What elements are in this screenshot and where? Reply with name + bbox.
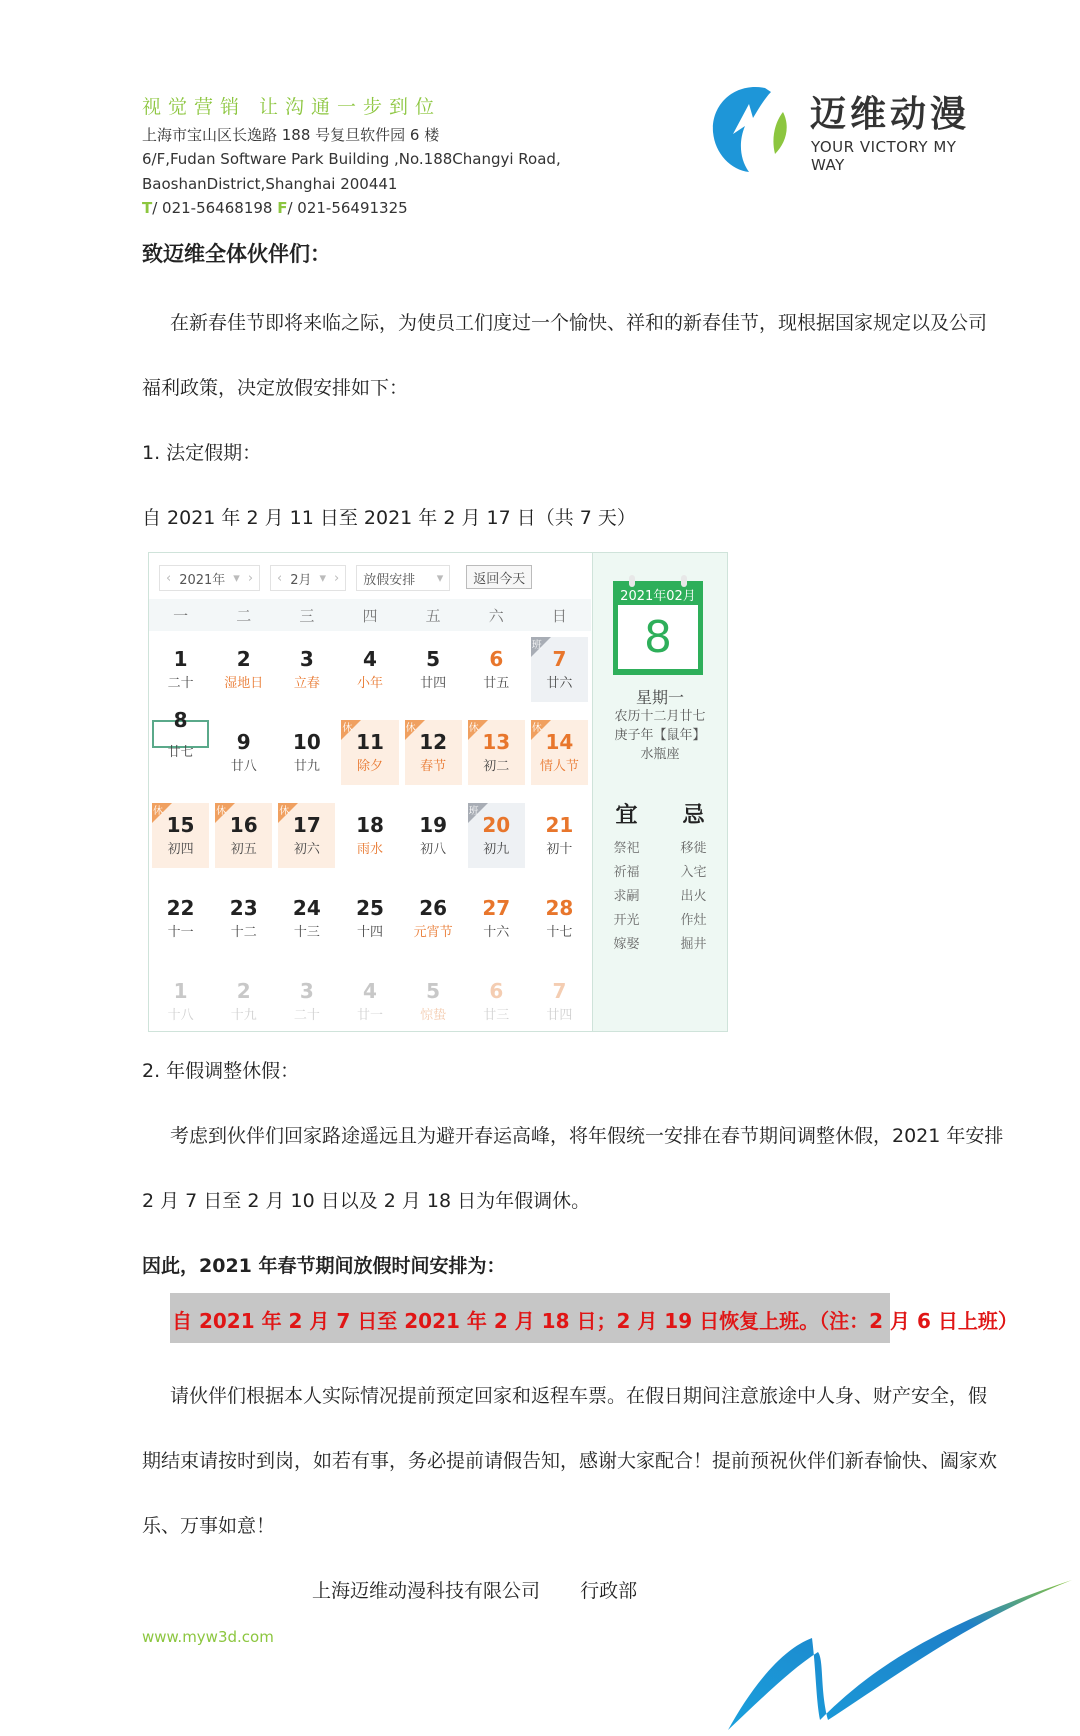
dropdown-caret-icon: ▾ [319, 570, 327, 586]
day-number: 2 [236, 647, 251, 671]
weekday-label: 星期一 [635, 688, 684, 707]
calendar-day-cell[interactable] [405, 720, 462, 785]
lunar-label: 廿一 [356, 1008, 383, 1023]
lunar-label: 二十 [167, 676, 194, 691]
summary-highlight-text: 自 2021 年 2 月 7 日至 2021 年 2 月 18 日；2 月 19 日恢复上班。（注：2 月 6 日上班） [172, 1309, 1018, 1333]
lunar-label: 廿八 [230, 759, 257, 774]
day-number: 9 [236, 730, 251, 754]
lunar-label: 立春 [293, 676, 320, 691]
day-number: 10 [292, 730, 321, 754]
calendar-day-cell[interactable] [468, 637, 525, 702]
calendar-day-cell[interactable] [215, 803, 272, 868]
company-logo [705, 82, 995, 174]
back-to-today-button[interactable]: 返回今天 [466, 565, 532, 589]
section2-line1: 考虑到伙伴们回家路途遥远且为避开春运高峰，将年假统一安排在春节期间调整休假，2021 年安排 [170, 1125, 1004, 1147]
weekday-header [149, 599, 591, 631]
day-number: 13 [482, 730, 511, 754]
calendar-day-cell[interactable] [341, 637, 398, 702]
day-number: 8 [173, 707, 188, 732]
day-tag-label: 休 [468, 723, 479, 734]
calendar-day-cell[interactable] [405, 886, 462, 951]
next-month-icon[interactable]: › [334, 570, 340, 586]
calendar-day-cell[interactable] [278, 803, 335, 868]
lunar-label: 廿九 [293, 759, 320, 774]
summary-title: 因此，2021 年春节期间放假时间安排为： [142, 1255, 506, 1277]
website-link[interactable]: www.myw3d.com [142, 1628, 274, 1646]
day-number: 18 [356, 813, 384, 837]
letter-greeting: 致迈维全体伙伴们： [142, 242, 331, 266]
fax-label: F [277, 199, 288, 217]
address-cn: 上海市宝山区长逸路 188 号复旦软件园 6 楼 [142, 126, 440, 144]
lunar-label: 十九 [230, 1008, 257, 1023]
yi-column [613, 798, 639, 957]
day-number: 19 [419, 813, 448, 837]
calendar-day-cell[interactable] [152, 969, 209, 1034]
signature-company: 上海迈维动漫科技有限公司 [312, 1580, 541, 1602]
day-detail-panel [592, 553, 727, 1031]
lunar-label: 湿地日 [224, 676, 264, 691]
address-en-line2: BaoshanDistrict,Shanghai 200441 [142, 175, 398, 193]
day-number: 3 [299, 979, 314, 1003]
day-number: 15 [166, 813, 195, 837]
day-tag-label: 休 [342, 723, 353, 734]
section1-title: 1. 法定假期： [142, 442, 262, 464]
lunar-label: 十七 [546, 925, 573, 940]
date-pad [613, 581, 703, 675]
ji-item: 掘井 [680, 937, 707, 952]
calendar-day-cell[interactable] [531, 803, 588, 868]
day-number: 1 [173, 979, 188, 1003]
calendar-day-cell[interactable] [278, 720, 335, 785]
calendar-day-cell[interactable] [341, 803, 398, 868]
lunar-label: 惊蛰 [420, 1008, 447, 1023]
day-number: 11 [356, 730, 384, 754]
lunar-label: 初二 [483, 759, 510, 774]
lunar-label: 十二 [230, 925, 257, 940]
intro-line2: 福利政策，决定放假安排如下： [142, 377, 409, 399]
day-number: 22 [166, 896, 195, 920]
logo-tagline: YOUR VICTORY MY WAY [811, 138, 957, 174]
ji-item: 作灶 [680, 913, 707, 928]
dropdown-caret-icon: ▾ [436, 570, 444, 586]
ji-item: 出火 [680, 889, 707, 904]
day-number: 5 [426, 979, 441, 1003]
calendar-day-cell[interactable] [278, 969, 335, 1034]
signature-dept: 行政部 [580, 1580, 638, 1602]
intro-line1: 在新春佳节即将来临之际，为使员工们度过一个愉快、祥和的新春佳节，现根据国家规定以及公司 [170, 312, 988, 334]
day-tag-label: 休 [531, 723, 542, 734]
weekday-label: 五 [425, 606, 441, 625]
yi-item: 祈福 [613, 865, 640, 880]
section2-line2: 2 月 7 日至 2 月 10 日以及 2 月 18 日为年假调休。 [142, 1190, 591, 1212]
calendar-day-cell[interactable] [531, 969, 588, 1034]
day-tag-label: 休 [153, 806, 163, 817]
ji-item: 入宅 [680, 865, 707, 880]
day-number: 25 [356, 896, 384, 920]
pad-month: 2021年02月 [620, 589, 696, 604]
year-selector[interactable] [159, 565, 260, 591]
lunar-label: 廿四 [420, 676, 447, 691]
lunar-label: 二十 [293, 1008, 320, 1023]
lunar-label: 十六 [483, 925, 510, 940]
calendar-day-cell[interactable] [531, 637, 588, 702]
holiday-calendar [148, 552, 728, 1032]
prev-month-icon[interactable]: ‹ [277, 570, 283, 586]
ji-label: 忌 [682, 803, 705, 828]
day-number: 7 [552, 647, 567, 671]
calendar-day-cell[interactable] [405, 969, 462, 1034]
calendar-day-cell[interactable] [468, 886, 525, 951]
yi-label: 宜 [615, 803, 638, 828]
mode-value: 放假安排 [363, 572, 416, 588]
day-number: 5 [426, 647, 441, 671]
day-number: 1 [173, 647, 188, 671]
weekday-label: 一 [173, 606, 189, 625]
closing-line2: 期结束请按时到岗，如若有事，务必提前请假告知，感谢大家配合！提前预祝伙伴们新春愉快、阖家欢 [142, 1450, 998, 1472]
weekday-label: 二 [236, 606, 252, 625]
calendar-day-cell[interactable] [152, 803, 209, 868]
lunar-label: 廿六 [546, 676, 573, 691]
calendar-day-cell[interactable] [152, 707, 209, 760]
yi-item: 开光 [613, 913, 640, 928]
lunar-label: 十四 [356, 925, 383, 940]
day-number: 28 [545, 896, 574, 920]
day-number: 26 [419, 896, 448, 920]
calendar-day-cell[interactable] [341, 969, 398, 1034]
weekday-label: 四 [362, 606, 378, 625]
lunar-label: 廿三 [483, 1008, 510, 1023]
tel-number: / 021-56468198 [152, 199, 278, 217]
day-number: 16 [229, 813, 258, 837]
tel-label: T [142, 199, 153, 217]
calendar-day-cell[interactable] [215, 720, 272, 785]
lunar-label: 十三 [293, 925, 320, 940]
zodiac-sign: 水瓶座 [640, 747, 680, 762]
calendar-day-cell[interactable] [468, 803, 525, 868]
prev-year-icon[interactable]: ‹ [166, 570, 172, 586]
day-number: 23 [229, 896, 258, 920]
calendar-day-cell[interactable] [341, 886, 398, 951]
weekday-label: 六 [488, 606, 504, 625]
day-number: 21 [545, 813, 574, 837]
calendar-day-cell[interactable] [278, 637, 335, 702]
lunar-label: 初八 [420, 842, 447, 857]
calendar-day-cell[interactable] [215, 886, 272, 951]
day-number: 27 [482, 896, 511, 920]
month-value: 2月 [290, 572, 312, 588]
lunar-label: 廿四 [546, 1008, 573, 1023]
day-number: 7 [552, 979, 567, 1003]
calendar-day-cell[interactable] [405, 637, 462, 702]
calendar-day-cell[interactable] [278, 886, 335, 951]
day-number: 6 [489, 979, 504, 1003]
lunar-label: 小年 [356, 676, 383, 691]
calendar-day-cell[interactable] [215, 969, 272, 1034]
yi-item: 祭祀 [613, 841, 640, 856]
day-tag-label: 休 [279, 806, 290, 817]
lunar-label: 除夕 [356, 759, 383, 774]
day-tag-label: 休 [216, 806, 227, 817]
day-number: 14 [545, 730, 574, 754]
calendar-day-cell[interactable] [405, 803, 462, 868]
section1-dates: 自 2021 年 2 月 11 日至 2021 年 2 月 17 日（共 7 天） [142, 507, 636, 529]
logo-text-cn: 迈维动漫 [810, 94, 971, 135]
yi-item: 求嗣 [613, 889, 640, 904]
pad-day: 8 [618, 605, 698, 669]
day-number: 4 [363, 647, 377, 671]
lunar-label: 十一 [167, 925, 194, 940]
day-number: 6 [489, 647, 504, 671]
summary-highlight-band [170, 1293, 1018, 1343]
ji-item: 移徙 [680, 841, 707, 856]
calendar-day-cell[interactable] [341, 720, 398, 785]
calendar-grid [149, 635, 591, 1050]
fax-number: / 021-56491325 [287, 199, 408, 217]
calendar-day-cell[interactable] [531, 720, 588, 785]
day-tag-label: 班 [468, 806, 479, 817]
yi-ji-section [593, 798, 727, 957]
company-slogan: 视觉营销 让沟通一步到位 [142, 96, 442, 118]
calendar-day-cell[interactable] [152, 637, 209, 702]
day-number: 4 [363, 979, 377, 1003]
calendar-day-cell[interactable] [215, 637, 272, 702]
weekday-label: 日 [551, 606, 567, 625]
day-number: 17 [292, 813, 321, 837]
calendar-day-cell[interactable] [468, 720, 525, 785]
dropdown-caret-icon: ▾ [233, 570, 240, 586]
day-info [593, 688, 727, 764]
calendar-day-cell[interactable] [468, 969, 525, 1034]
calendar-toolbar [159, 565, 532, 589]
lunar-date: 农历十二月廿七 [614, 709, 706, 724]
lunar-label: 春节 [420, 759, 447, 774]
day-number: 2 [236, 979, 251, 1003]
day-number: 24 [292, 896, 321, 920]
yi-item: 嫁娶 [613, 937, 640, 952]
closing-line1: 请伙伴们根据本人实际情况提前预定回家和返程车票。在假日期间注意旅途中人身、财产安全，假 [170, 1385, 988, 1407]
section2-title: 2. 年假调整休假： [142, 1060, 300, 1082]
day-number: 20 [482, 813, 511, 837]
mode-selector[interactable] [356, 565, 450, 591]
day-number: 12 [419, 730, 448, 754]
calendar-day-cell[interactable] [531, 886, 588, 951]
lunar-label: 初五 [230, 842, 257, 857]
day-tag-label: 休 [405, 723, 416, 734]
lunar-label: 元宵节 [413, 925, 453, 940]
day-tag-label: 班 [531, 640, 542, 651]
lunar-label: 初四 [167, 842, 194, 857]
lunar-label: 廿七 [167, 744, 194, 760]
lunar-label: 情人节 [539, 759, 579, 774]
day-number: 3 [299, 647, 314, 671]
closing-line3: 乐、万事如意！ [142, 1515, 276, 1537]
year-value: 2021年 [179, 572, 226, 588]
month-selector[interactable] [270, 565, 346, 591]
decorative-swoosh-icon [720, 1570, 1080, 1736]
weekday-label: 三 [299, 606, 315, 625]
lunar-label: 初九 [483, 842, 510, 857]
lunar-label: 廿五 [483, 676, 510, 691]
lunar-label: 雨水 [356, 842, 383, 857]
ganzhi-year: 庚子年【鼠年】 [614, 728, 706, 743]
next-year-icon[interactable]: › [247, 570, 254, 586]
lunar-label: 十八 [167, 1008, 194, 1023]
contact-phone-fax [142, 199, 408, 217]
address-en-line1: 6/F,Fudan Software Park Building ,No.188Changyi Road, [142, 150, 561, 168]
lunar-label: 初十 [546, 842, 573, 857]
calendar-day-cell[interactable] [152, 886, 209, 951]
signature [312, 1576, 637, 1603]
logo-emblem-icon [705, 82, 805, 174]
lunar-label: 初六 [293, 842, 320, 857]
ji-column [680, 798, 706, 957]
